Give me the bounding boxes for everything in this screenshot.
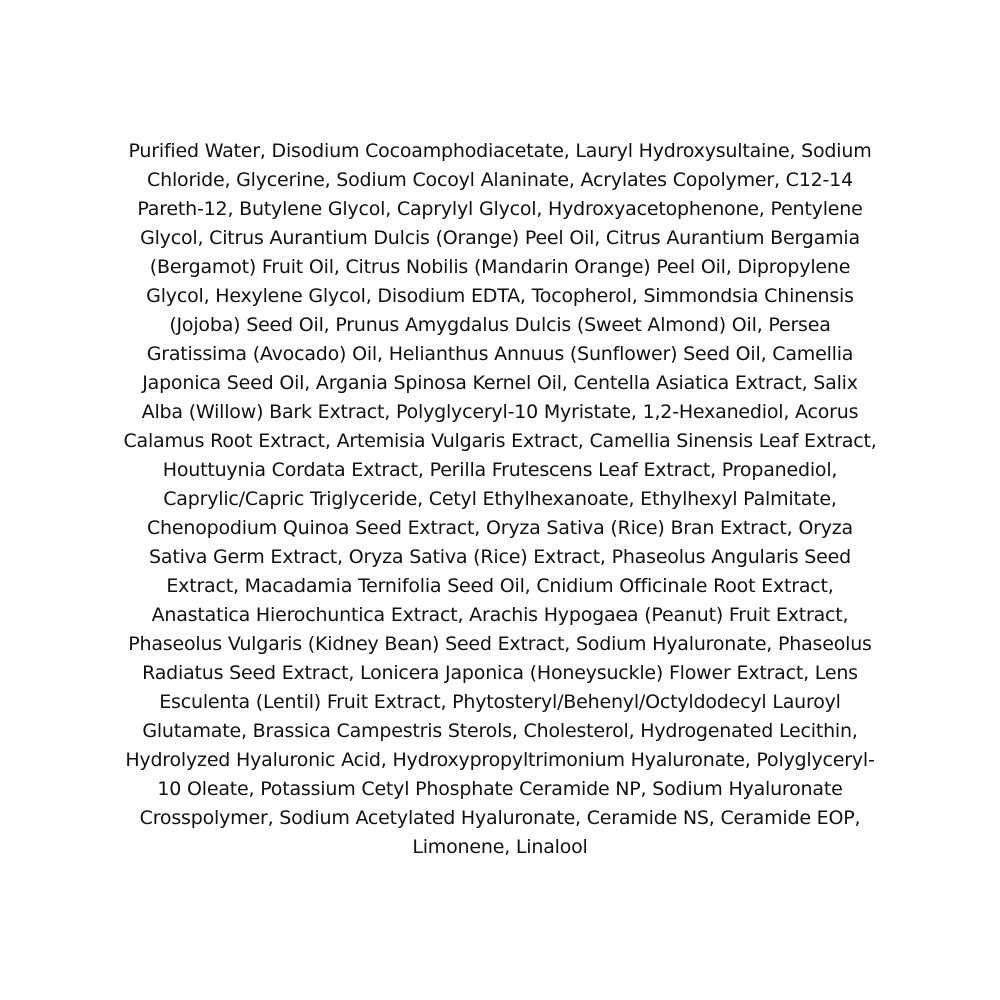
ingredients-line: (Bergamot) Fruit Oil, Citrus Nobilis (Mandarin Orange) Peel Oil, Dipropylene (149, 256, 851, 278)
ingredients-line: Japonica Seed Oil, Argania Spinosa Kernel Oil, Centella Asiatica Extract, Salix (142, 372, 858, 394)
ingredients-line: Alba (Willow) Bark Extract, Polyglyceryl-10 Myristate, 1,2-Hexanediol, Acorus (141, 401, 859, 423)
ingredients-line: Glycol, Citrus Aurantium Dulcis (Orange) Peel Oil, Citrus Aurantium Bergamia (140, 227, 860, 249)
ingredients-line: Chenopodium Quinoa Seed Extract, Oryza Sativa (Rice) Bran Extract, Oryza (146, 517, 853, 539)
ingredients-line: Sativa Germ Extract, Oryza Sativa (Rice) Extract, Phaseolus Angularis Seed (149, 546, 851, 568)
ingredients-line: Caprylic/Capric Triglyceride, Cetyl Ethylhexanoate, Ethylhexyl Palmitate, (163, 488, 837, 510)
ingredients-line: Crosspolymer, Sodium Acetylated Hyaluronate, Ceramide NS, Ceramide EOP, (139, 807, 861, 829)
ingredients-line: Esculenta (Lentil) Fruit Extract, Phytosteryl/Behenyl/Octyldodecyl Lauroyl (159, 691, 841, 713)
ingredients-line: Glutamate, Brassica Campestris Sterols, Cholesterol, Hydrogenated Lecithin, (142, 720, 858, 742)
ingredients-line: Houttuynia Cordata Extract, Perilla Frutescens Leaf Extract, Propanediol, (162, 459, 838, 481)
ingredients-line: Radiatus Seed Extract, Lonicera Japonica (Honeysuckle) Flower Extract, Lens (142, 662, 858, 684)
ingredients-line: Chloride, Glycerine, Sodium Cocoyl Alaninate, Acrylates Copolymer, C12-14 (147, 169, 853, 191)
ingredients-line: Purified Water, Disodium Cocoamphodiacetate, Lauryl Hydroxysultaine, Sodium (128, 140, 872, 162)
ingredients-line: Anastatica Hierochuntica Extract, Arachis Hypogaea (Peanut) Fruit Extract, (151, 604, 849, 626)
ingredients-line: Calamus Root Extract, Artemisia Vulgaris Extract, Camellia Sinensis Leaf Extract, (123, 430, 877, 452)
ingredients-line: Hydrolyzed Hyaluronic Acid, Hydroxypropyltrimonium Hyaluronate, Polyglyceryl- (125, 749, 875, 771)
ingredients-list (50, 137, 950, 862)
ingredients-line: Phaseolus Vulgaris (Kidney Bean) Seed Extract, Sodium Hyaluronate, Phaseolus (128, 633, 872, 655)
ingredients-line: Glycol, Hexylene Glycol, Disodium EDTA, Tocopherol, Simmondsia Chinensis (146, 285, 854, 307)
ingredients-line: Pareth-12, Butylene Glycol, Caprylyl Glycol, Hydroxyacetophenone, Pentylene (137, 198, 863, 220)
ingredients-line: 10 Oleate, Potassium Cetyl Phosphate Ceramide NP, Sodium Hyaluronate (157, 778, 843, 800)
ingredients-line: (Jojoba) Seed Oil, Prunus Amygdalus Dulcis (Sweet Almond) Oil, Persea (169, 314, 831, 336)
ingredients-line: Limonene, Linalool (412, 836, 588, 858)
ingredients-line: Extract, Macadamia Ternifolia Seed Oil, Cnidium Officinale Root Extract, (166, 575, 834, 597)
ingredients-line: Gratissima (Avocado) Oil, Helianthus Annuus (Sunflower) Seed Oil, Camellia (146, 343, 854, 365)
